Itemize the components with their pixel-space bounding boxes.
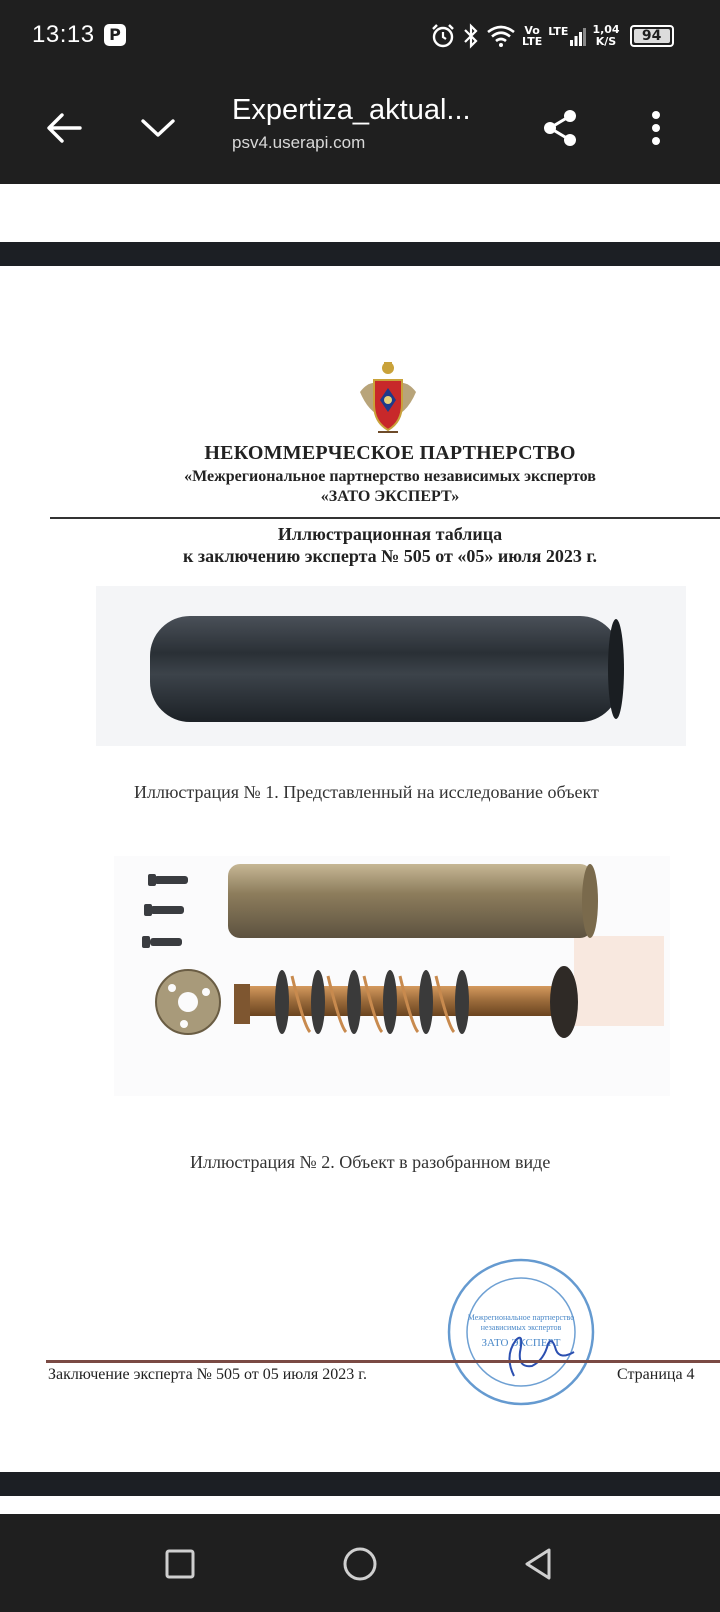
official-stamp: [444, 1256, 598, 1408]
speed-value: 1,04: [592, 23, 620, 36]
speed-unit: K/S: [595, 35, 617, 48]
status-bar: [0, 0, 720, 72]
illustration-2-caption: Иллюстрация № 2. Объект в разобранном виде: [190, 1152, 551, 1172]
table-title: Иллюстрационная таблица: [277, 524, 503, 544]
table-subtitle: к заключению эксперта № 505 от «05» июля 2023 г.: [182, 546, 598, 566]
more-options-button[interactable]: [628, 100, 684, 156]
network-speed: [592, 24, 619, 48]
signal-icon: [548, 26, 586, 46]
organization-name: НЕКОММЕРЧЕСКОЕ ПАРТНЕРСТВО: [204, 442, 576, 464]
battery-icon: [630, 25, 674, 47]
volte-indicator: [522, 25, 542, 47]
page-number: Страница 4: [617, 1366, 695, 1383]
wifi-icon: [486, 24, 516, 48]
header-divider: [50, 517, 720, 519]
page-separator: [0, 1472, 720, 1496]
viewer-previous-page-edge: [0, 184, 720, 242]
nav-back-button[interactable]: [510, 1536, 566, 1592]
bluetooth-icon: [462, 23, 480, 49]
footer-document-reference: Заключение эксперта № 505 от 05 июля 2023 г.: [48, 1366, 367, 1383]
volte-top: Vo: [524, 24, 540, 37]
alarm-icon: [430, 23, 456, 49]
document-url: psv4.userapi.com: [232, 133, 366, 152]
document-title: Expertiza_aktual...: [232, 94, 471, 126]
illustration-1-photo: [96, 586, 686, 746]
illustration-1-caption: Иллюстрация № 1. Представленный на исследование объект: [134, 782, 599, 802]
illustration-2-photo: [114, 856, 670, 1096]
stamp-line-3: ЗАТО ЭКСПЕРТ: [481, 1337, 561, 1349]
organization-emblem-icon: [356, 358, 420, 438]
viewer-next-page-edge: [0, 1496, 720, 1514]
app-bar: [0, 72, 720, 184]
share-icon: [541, 108, 579, 148]
back-arrow-icon: [46, 112, 82, 144]
system-navigation-bar: [0, 1514, 720, 1612]
title-block: [232, 94, 512, 153]
app-notification-icon: P: [104, 24, 126, 46]
recent-apps-icon: [164, 1548, 196, 1580]
share-button[interactable]: [532, 100, 588, 156]
back-button[interactable]: [36, 100, 92, 156]
organization-short-name: «ЗАТО ЭКСПЕРТ»: [320, 488, 460, 505]
signal-type: LTE: [548, 25, 569, 38]
battery-level: 94: [641, 28, 662, 44]
document-page[interactable]: [0, 266, 720, 1472]
status-time: 13:13: [32, 21, 95, 48]
home-icon: [342, 1546, 378, 1582]
recent-apps-button[interactable]: [152, 1536, 208, 1592]
nav-back-icon: [522, 1547, 554, 1581]
home-button[interactable]: [332, 1536, 388, 1592]
chevron-down-icon: [140, 117, 176, 139]
volte-bottom: LTE: [522, 35, 543, 48]
status-icons: [430, 18, 674, 54]
organization-subtitle: «Межрегиональное партнерство независимых экспертов: [184, 468, 596, 485]
more-vert-icon: [651, 110, 661, 146]
stamp-line-2: независимых экспертов: [480, 1323, 562, 1332]
stamp-line-1: Межрегиональное партнерство: [467, 1313, 575, 1322]
collapse-button[interactable]: [130, 100, 186, 156]
page-separator: [0, 242, 720, 266]
footer-divider: [46, 1360, 720, 1363]
